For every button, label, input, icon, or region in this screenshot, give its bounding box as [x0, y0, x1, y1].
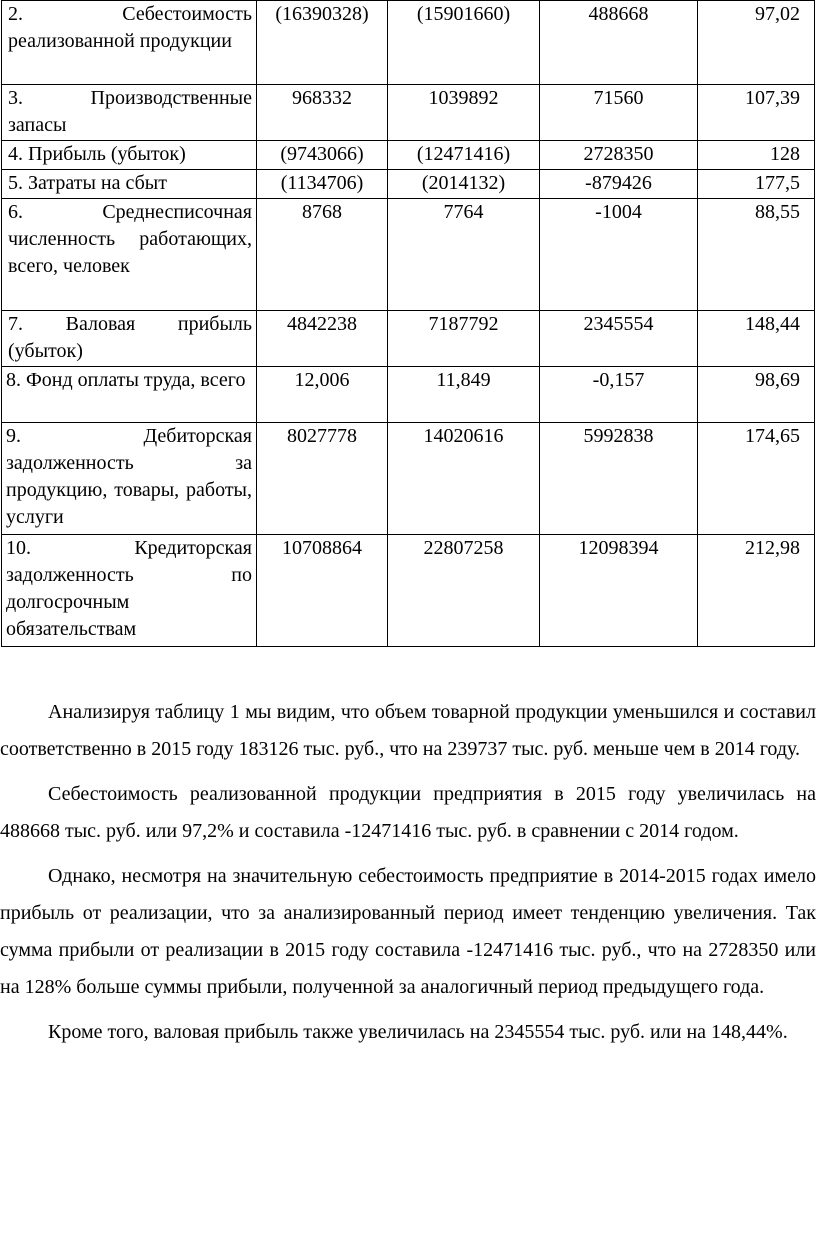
growth-rate: 97,02	[698, 1, 815, 85]
value-2015: 1039892	[388, 85, 540, 141]
table-row	[2, 535, 815, 647]
indicator-label: 8. Фонд оплаты труда, всего	[2, 367, 257, 423]
value-2014: 12,006	[257, 367, 388, 423]
value-change: 71560	[540, 85, 698, 141]
value-2015: (2014132)	[388, 170, 540, 199]
value-2014: (1134706)	[257, 170, 388, 199]
indicator-label: 10. Кредиторская задолженность по долгосрочным обязательствам	[2, 535, 257, 647]
table-row	[2, 199, 815, 311]
value-change: 2728350	[540, 141, 698, 170]
table-row	[2, 170, 815, 199]
value-change: -0,157	[540, 367, 698, 423]
value-change: -879426	[540, 170, 698, 199]
indicator-label: 6. Среднесписочная численность работающих, всего, человек	[2, 199, 257, 311]
value-2014: 10708864	[257, 535, 388, 647]
indicator-label: 5. Затраты на сбыт	[2, 170, 257, 199]
value-2015: 7764	[388, 199, 540, 311]
value-change: 488668	[540, 1, 698, 85]
indicator-label: 9. Дебиторская задолженность за продукцию, товары, работы, услуги	[2, 423, 257, 535]
value-2015: 7187792	[388, 311, 540, 367]
table-row	[2, 423, 815, 535]
paragraph: Анализируя таблицу 1 мы видим, что объем товарной продукции уменьшился и составил соответственно в 2015 году 183126 тыс. руб., что на 239737 тыс. руб. меньше чем в 2014 году.	[0, 701, 816, 760]
growth-rate: 212,98	[698, 535, 815, 647]
value-2015: 11,849	[388, 367, 540, 423]
value-2015: 14020616	[388, 423, 540, 535]
growth-rate: 107,39	[698, 85, 815, 141]
table-row	[2, 85, 815, 141]
growth-rate: 177,5	[698, 170, 815, 199]
table-row	[2, 1, 815, 85]
growth-rate: 98,69	[698, 367, 815, 423]
indicator-label: 3. Производственные запасы	[2, 85, 257, 141]
indicator-label: 4. Прибыль (убыток)	[2, 141, 257, 170]
value-change: 2345554	[540, 311, 698, 367]
value-change: -1004	[540, 199, 698, 311]
value-2014: (16390328)	[257, 1, 388, 85]
indicator-label: 2. Себестоимость реализованной продукции	[2, 1, 257, 85]
table-row	[2, 311, 815, 367]
growth-rate: 128	[698, 141, 815, 170]
value-2014: 968332	[257, 85, 388, 141]
value-2015: 22807258	[388, 535, 540, 647]
value-change: 5992838	[540, 423, 698, 535]
value-2014: 4842238	[257, 311, 388, 367]
value-2014: (9743066)	[257, 141, 388, 170]
financial-indicators-table	[1, 0, 815, 647]
value-2015: (12471416)	[388, 141, 540, 170]
value-2015: (15901660)	[388, 1, 540, 85]
paragraph: Себестоимость реализованной продукции предприятия в 2015 году увеличилась на 488668 тыс. руб. или 97,2% и составила -12471416 тыс. руб. в сравнении с 2014 годом.	[0, 783, 816, 842]
table-row	[2, 141, 815, 170]
value-change: 12098394	[540, 535, 698, 647]
growth-rate: 174,65	[698, 423, 815, 535]
analysis-text	[0, 694, 816, 1059]
indicator-label: 7. Валовая прибыль (убыток)	[2, 311, 257, 367]
value-2014: 8027778	[257, 423, 388, 535]
growth-rate: 88,55	[698, 199, 815, 311]
table-row	[2, 367, 815, 423]
paragraph: Кроме того, валовая прибыль также увеличилась на 2345554 тыс. руб. или на 148,44%.	[48, 1021, 788, 1043]
growth-rate: 148,44	[698, 311, 815, 367]
paragraph: Однако, несмотря на значительную себестоимость предприятие в 2014-2015 годах имело прибыль от реализации, что за анализированный период имеет тенденцию увеличения. Так сумма прибыли от реализации в 2015 году составила -12471416 тыс. руб., что на 2728350 или на 128% больше суммы прибыли, полученной за аналогичный период предыдущего года.	[0, 865, 816, 998]
value-2014: 8768	[257, 199, 388, 311]
